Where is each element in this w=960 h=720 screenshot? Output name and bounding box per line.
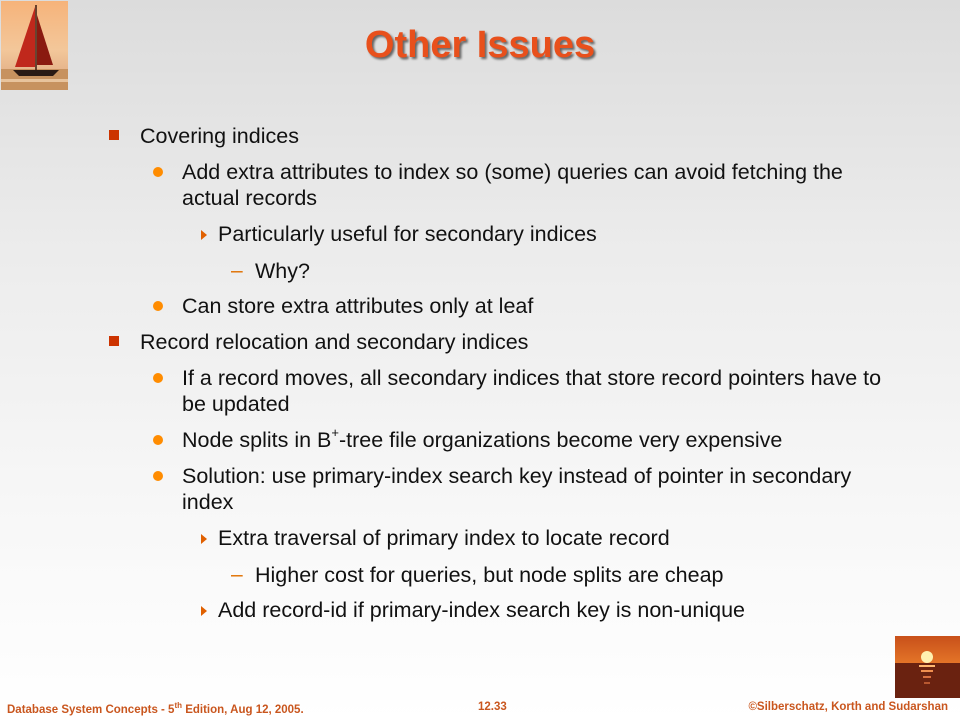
bullet-item: Add extra attributes to index so (some) queries can avoid fetching the actual records (182, 160, 843, 210)
bullet-item: Add record-id if primary-index search key is non-unique (218, 598, 745, 622)
round-bullet-icon (153, 435, 163, 445)
bullet-item: Why? (255, 259, 310, 283)
arrow-bullet-icon (201, 606, 207, 616)
square-bullet-icon (109, 336, 119, 346)
round-bullet-icon (153, 471, 163, 481)
slide-title: Other Issues (364, 24, 596, 66)
sunset-image (895, 636, 960, 698)
bullet-item: Particularly useful for secondary indices (218, 222, 597, 246)
dash-bullet-icon: – (231, 563, 243, 586)
footer-superscript: th (174, 701, 183, 710)
bullet-item: Higher cost for queries, but node splits are cheap (255, 563, 724, 587)
square-bullet-icon (109, 130, 119, 140)
footer-text: Edition, Aug 12, 2005. (182, 703, 304, 716)
bullet-item: Solution: use primary-index search key instead of pointer in secondary index (182, 464, 852, 514)
round-bullet-icon (153, 301, 163, 311)
bullet-item: Extra traversal of primary index to locate record (218, 526, 670, 550)
bullet-text: -tree file organizations become very expensive (338, 428, 783, 452)
round-bullet-icon (153, 167, 163, 177)
arrow-bullet-icon (201, 534, 207, 544)
footer-text: Database System Concepts - 5 (7, 703, 175, 716)
superscript-plus: + (331, 424, 339, 440)
footer-copyright: ©Silberschatz, Korth and Sudarshan (748, 701, 948, 713)
round-bullet-icon (153, 373, 163, 383)
bullet-item: If a record moves, all secondary indices that store record pointers have to be updated (182, 366, 882, 416)
footer-left (7, 701, 304, 716)
bullet-item: Can store extra attributes only at leaf (182, 294, 534, 318)
dash-bullet-icon: – (231, 259, 243, 282)
footer-page-number: 12.33 (478, 701, 507, 713)
bullet-item (182, 424, 902, 453)
bullet-item: Record relocation and secondary indices (140, 330, 529, 354)
bullet-text: Node splits in B (182, 428, 332, 452)
bullet-item: Covering indices (140, 124, 299, 148)
arrow-bullet-icon (201, 230, 207, 240)
